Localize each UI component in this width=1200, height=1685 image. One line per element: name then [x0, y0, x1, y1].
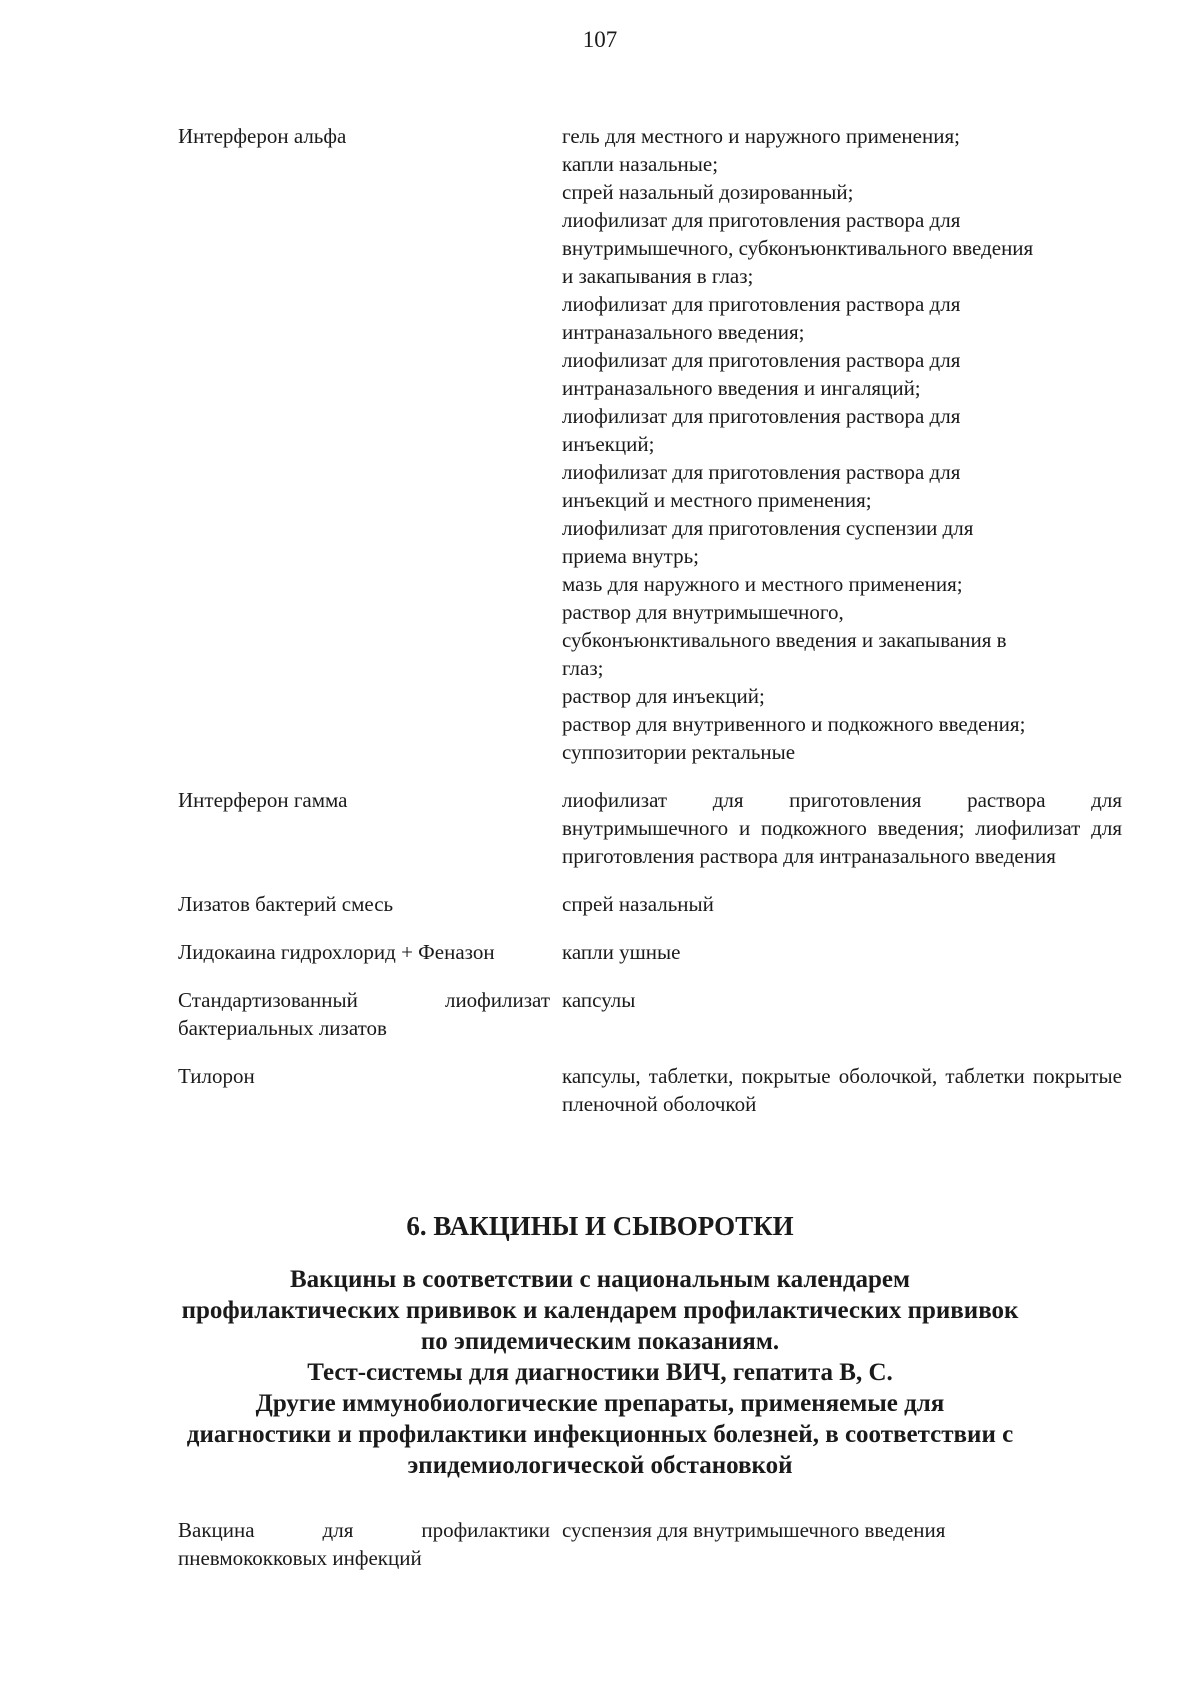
drug-forms	[562, 122, 1122, 766]
form-line: суппозитории ректальные	[562, 740, 796, 764]
form-line: и закапывания в глаз;	[562, 264, 754, 288]
vaccine-form: суспензия для внутримышечного введения	[562, 1518, 946, 1542]
drug-forms: спрей назальный	[562, 892, 714, 916]
section-subtitle-line: Вакцины в соответствии с национальным календарем	[289, 1266, 911, 1293]
drug-forms: капли ушные	[562, 940, 681, 964]
section-subtitle-line: профилактических прививок и календарем профилактических прививок	[181, 1297, 1019, 1324]
form-line: интраназального введения;	[562, 320, 805, 344]
drug-row-lidocaine-phenazone	[178, 938, 1122, 966]
drug-row-interferon-alfa	[178, 122, 1122, 766]
page-number: 107	[582, 27, 618, 52]
form-line: гель для местного и наружного применения;	[562, 124, 960, 148]
section-subtitle-line: Другие иммунобиологические препараты, применяемые для	[255, 1390, 945, 1417]
drug-row-standardized-lysates	[178, 986, 1122, 1042]
form-line: спрей назальный дозированный;	[562, 180, 854, 204]
form-line: лиофилизат для приготовления суспензии для	[562, 516, 974, 540]
form-line: раствор для инъекций;	[562, 684, 765, 708]
drug-row-bacterial-lysates-mix	[178, 890, 1122, 918]
form-line: приема внутрь;	[562, 544, 700, 568]
drug-name: Интерферон гамма	[178, 788, 348, 812]
form-line: лиофилизат для приготовления раствора для	[562, 348, 961, 372]
vaccine-row-pneumococcal	[178, 1516, 1122, 1572]
form-line: лиофилизат для приготовления раствора для	[562, 292, 961, 316]
form-line: субконъюнктивального введения и закапывания в	[562, 628, 1007, 652]
section-subtitle-line: диагностики и профилактики инфекционных болезней, в соответствии с	[186, 1421, 1014, 1448]
section-subtitle-line: эпидемиологической обстановкой	[407, 1452, 793, 1479]
section-subtitle-line: по эпидемическим показаниям.	[420, 1328, 780, 1355]
vaccine-name: Вакцина для профилактики пневмококковых инфекций	[178, 1518, 550, 1570]
drug-forms: капсулы	[562, 988, 636, 1012]
form-line: мазь для наружного и местного применения;	[562, 572, 963, 596]
drug-forms: капсулы, таблетки, покрытые оболочкой, таблетки покрытые пленочной оболочкой	[562, 1064, 1122, 1116]
form-line: лиофилизат для приготовления раствора для	[562, 208, 961, 232]
drug-forms: лиофилизат для приготовления раствора для внутримышечного и подкожного введения; лиофилизат для приготовления раствора для интраназального введения	[562, 788, 1122, 868]
drug-row-tilorone	[178, 1062, 1122, 1118]
form-line: внутримышечного, субконъюнктивального введения	[562, 236, 1034, 260]
drug-row-interferon-gamma	[178, 786, 1122, 870]
section-vaccines	[0, 1208, 1200, 1481]
section-title: 6. ВАКЦИНЫ И СЫВОРОТКИ	[406, 1211, 794, 1241]
section-subtitle-line: Тест-системы для диагностики ВИЧ, гепатита В, С.	[307, 1359, 893, 1386]
drug-name: Стандартизованный лиофилизат бактериальных лизатов	[178, 988, 550, 1040]
form-line: лиофилизат для приготовления раствора для	[562, 404, 961, 428]
form-line: лиофилизат для приготовления раствора для	[562, 460, 961, 484]
form-line: интраназального введения и ингаляций;	[562, 376, 921, 400]
form-line: глаз;	[562, 656, 604, 680]
form-line: раствор для внутримышечного,	[562, 600, 844, 624]
form-line: капли назальные;	[562, 152, 719, 176]
drug-name: Лидокаина гидрохлорид + Феназон	[178, 940, 495, 964]
drug-name: Интерферон альфа	[178, 124, 347, 148]
drug-name: Тилорон	[178, 1064, 255, 1088]
form-line: инъекций и местного применения;	[562, 488, 872, 512]
form-line: инъекций;	[562, 432, 655, 456]
drug-name: Лизатов бактерий смесь	[178, 892, 394, 916]
drug-table	[178, 122, 1122, 1138]
form-line: раствор для внутривенного и подкожного введения;	[562, 712, 1026, 736]
